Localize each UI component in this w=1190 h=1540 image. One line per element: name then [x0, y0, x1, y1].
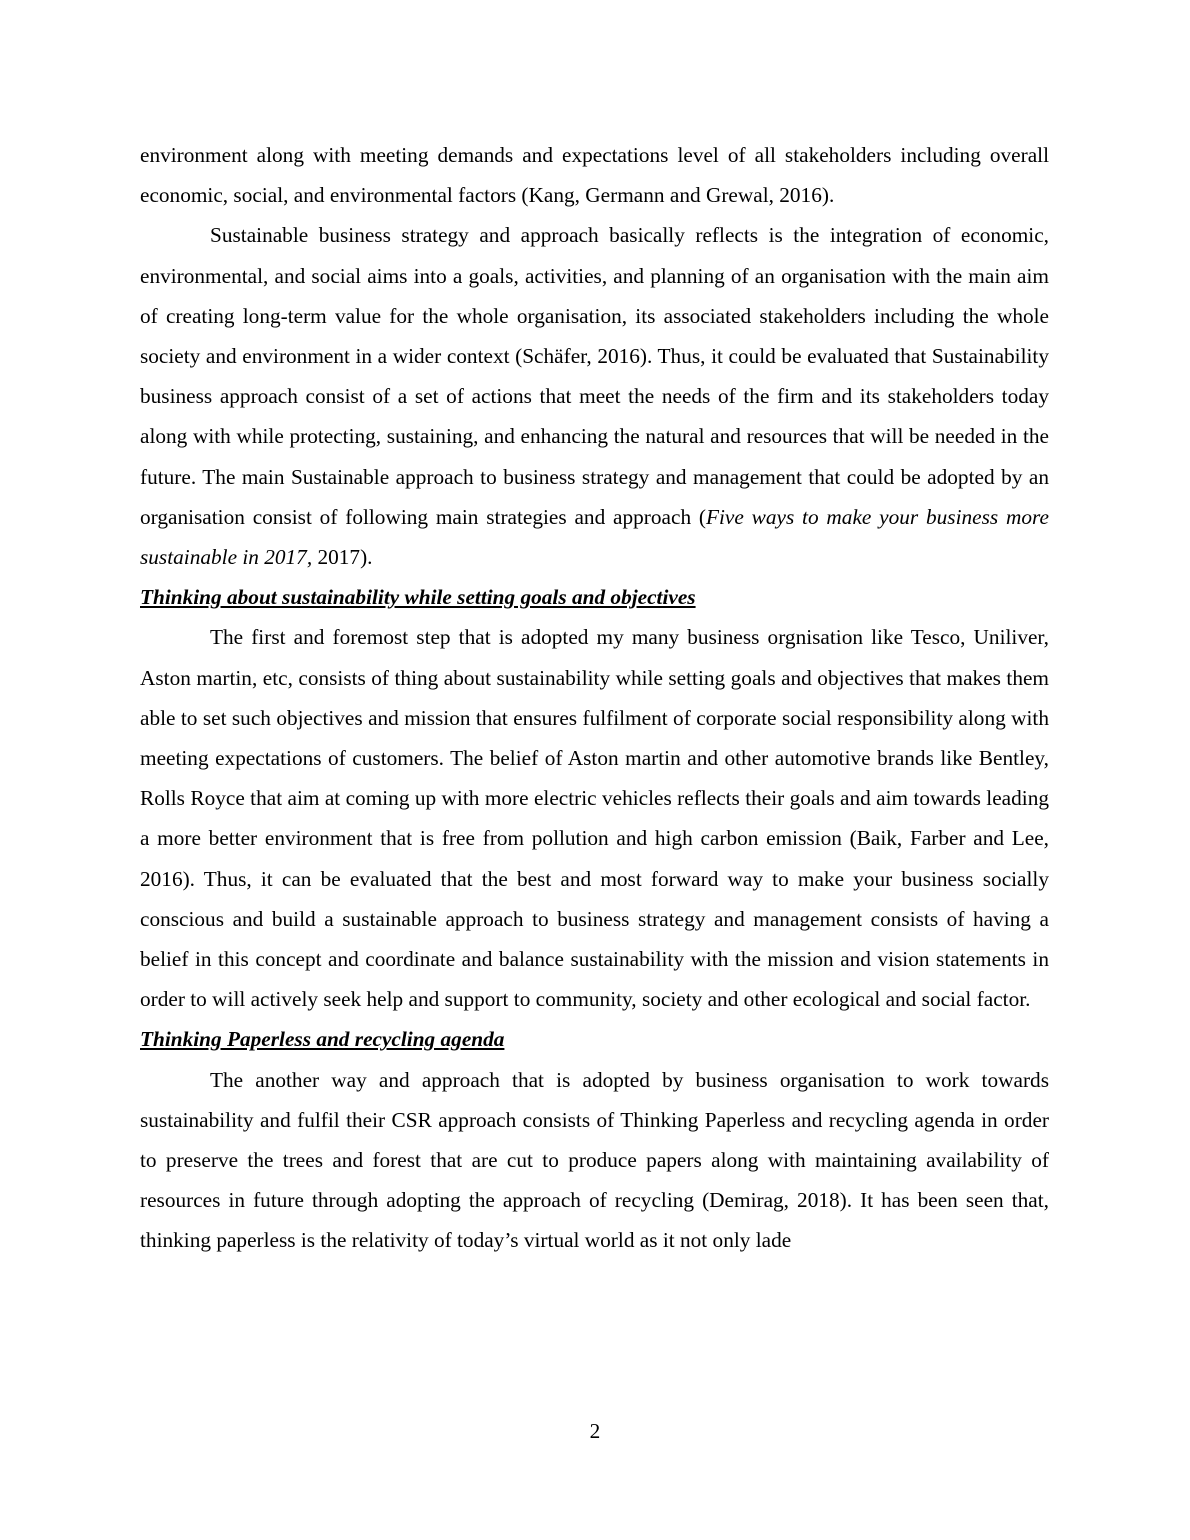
paragraph-text: Sustainable business strategy and approach basically reflects is the integration of economic, environmental, and social aims into a goals, activities, and planning of an organisation with the main aim of creating long-term value for the whole organisation, its associated stakeholders including the whole society and environment in a wider context (Schäfer, 2016). Thus, it could be evaluated that Sustainability business approach consist of a set of actions that meet the needs of the firm and its stakeholders today along with while protecting, sustaining, and enhancing the natural and resources that will be needed in the future. The main Sustainable approach to business strategy and management that could be adopted by an organisation consist of following main strategies and approach (	[140, 223, 1049, 529]
document-body	[140, 135, 1049, 1261]
section-heading-goals: Thinking about sustainability while setting goals and objectives	[140, 585, 696, 610]
paragraph-sustainable-strategy	[140, 215, 1049, 577]
paragraph-continuation: environment along with meeting demands and expectations level of all stakeholders including overall economic, social, and environmental factors (Kang, Germann and Grewal, 2016).	[140, 143, 1049, 208]
section-heading-paperless: Thinking Paperless and recycling agenda	[140, 1027, 505, 1052]
paragraph-goals-objectives: The first and foremost step that is adopted my many business orgnisation like Tesco, Uniliver, Aston martin, etc, consists of thing about sustainability while setting goals and objectives that makes them able to set such objectives and mission that ensures fulfilment of corporate social responsibility along with meeting expectations of customers. The belief of Aston martin and other automotive brands like Bentley, Rolls Royce that aim at coming up with more electric vehicles reflects their goals and aim towards leading a more better environment that is free from pollution and high carbon emission (Baik, Farber and Lee, 2016). Thus, it can be evaluated that the best and most forward way to make your business socially conscious and build a sustainable approach to business strategy and management consists of having a belief in this concept and coordinate and balance sustainability with the mission and vision statements in order to will actively seek help and support to community, society and other ecological and social factor.	[140, 625, 1049, 1012]
paragraph-paperless: The another way and approach that is adopted by business organisation to work towards sustainability and fulfil their CSR approach consists of Thinking Paperless and recycling agenda in order to preserve the trees and forest that are cut to produce papers along with maintaining availability of resources in future through adopting the approach of recycling (Demirag, 2018). It has been seen that, thinking paperless is the relativity of today’s virtual world as it not only lade	[140, 1067, 1049, 1253]
page-number: 2	[589, 1419, 601, 1443]
citation-title: Five ways to make your business more sustainable in 2017,	[140, 504, 1049, 570]
citation-year: 2017).	[312, 545, 373, 570]
